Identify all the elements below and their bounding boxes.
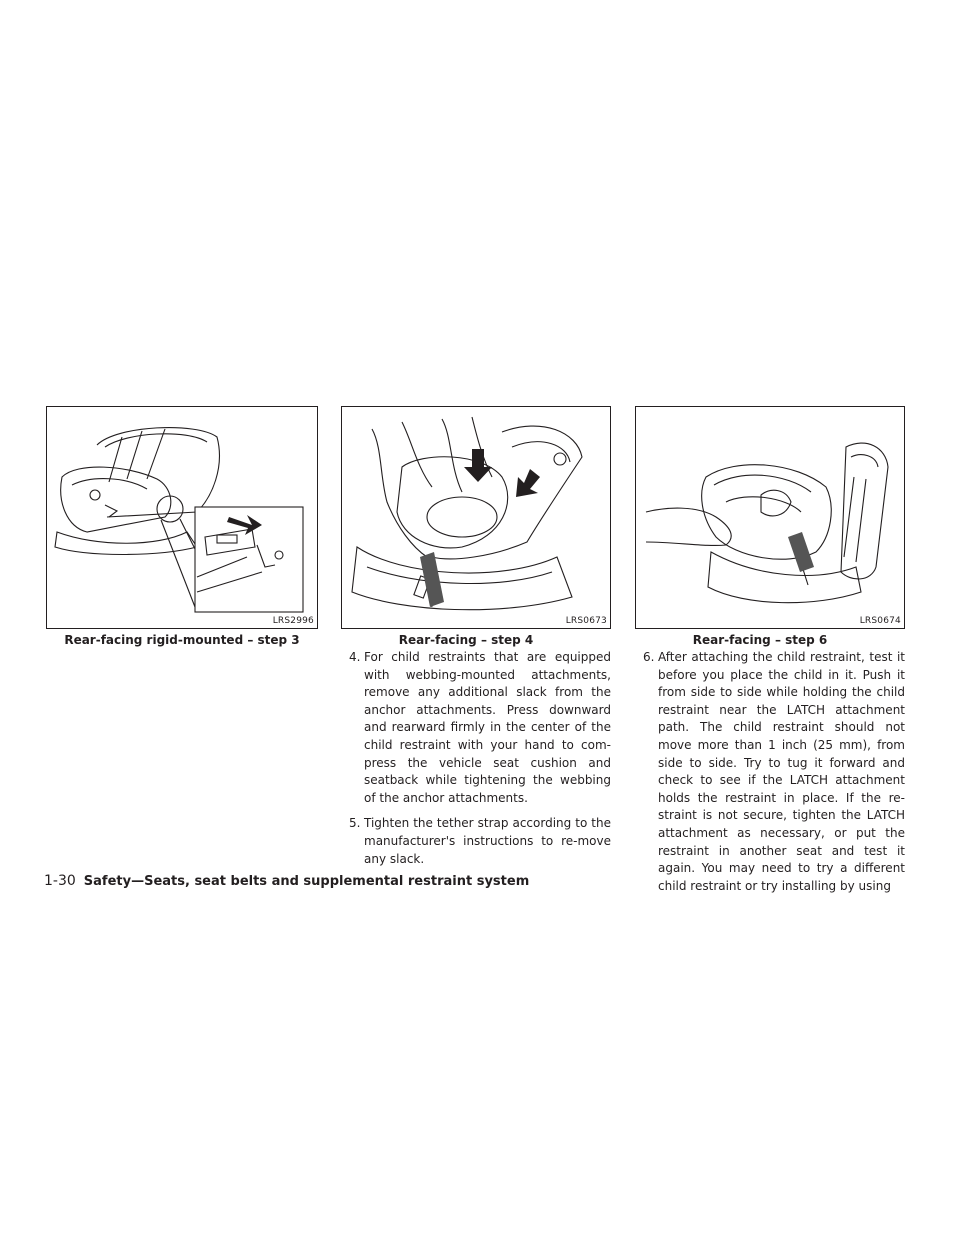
- step-4: [341, 649, 611, 807]
- step-number: 6.: [643, 650, 655, 664]
- step-number: 5.: [349, 816, 361, 831]
- figure-rear-facing-step-4: [341, 406, 611, 629]
- hands-pressing-child-seat-illustration: [342, 407, 610, 628]
- step-text: For child restraints that are equipped with webbing-mounted attachments, remove any additional slack from the anchor attachments. Press downward and rearward firmly in the center of the child restraint with your hand to com-press the vehicle seat cushion and seatback while tightening the webbing of the anchor attachments.: [364, 650, 611, 805]
- step-text: Tighten the tether strap according to the manufacturer's instructions to re-move any slack.: [364, 816, 611, 866]
- figure-rigid-mounted-step-3: [46, 406, 318, 629]
- text-column-middle: [341, 649, 611, 876]
- figure-caption: Rear-facing – step 4: [398, 633, 534, 647]
- figure-code: LRS0673: [565, 616, 607, 626]
- child-seat-rigid-anchor-illustration: [47, 407, 317, 628]
- figure-code: LRS0674: [859, 616, 901, 626]
- page-number: 1-30: [44, 873, 76, 889]
- section-title: Safety—Seats, seat belts and supplemental restraint system: [83, 874, 530, 889]
- figure-caption: Rear-facing rigid-mounted – step 3: [64, 633, 300, 647]
- figure-code: LRS2996: [272, 616, 314, 626]
- step-6: [635, 649, 905, 895]
- text-column-right: [635, 649, 905, 903]
- step-number: 4.: [349, 650, 361, 664]
- hand-testing-child-seat-illustration: [636, 407, 904, 628]
- page-footer: [44, 873, 529, 889]
- step-5: [341, 815, 611, 868]
- step-text: After attaching the child restraint, test it before you place the child in it. Push it from side to side while holding the child restraint near the LATCH attachment path. The child restraint should not move more than 1 inch (25 mm), from side to side. Try to tug it forward and check to see if the LATCH attachment holds the restraint in place. If the re-straint is not secure, tighten the LATCH attachment as necessary, or put the restraint in another seat and test it again. You may need to try a different child restraint or try installing by using: [658, 650, 905, 893]
- figure-caption: Rear-facing – step 6: [692, 633, 828, 647]
- figure-rear-facing-step-6: [635, 406, 905, 629]
